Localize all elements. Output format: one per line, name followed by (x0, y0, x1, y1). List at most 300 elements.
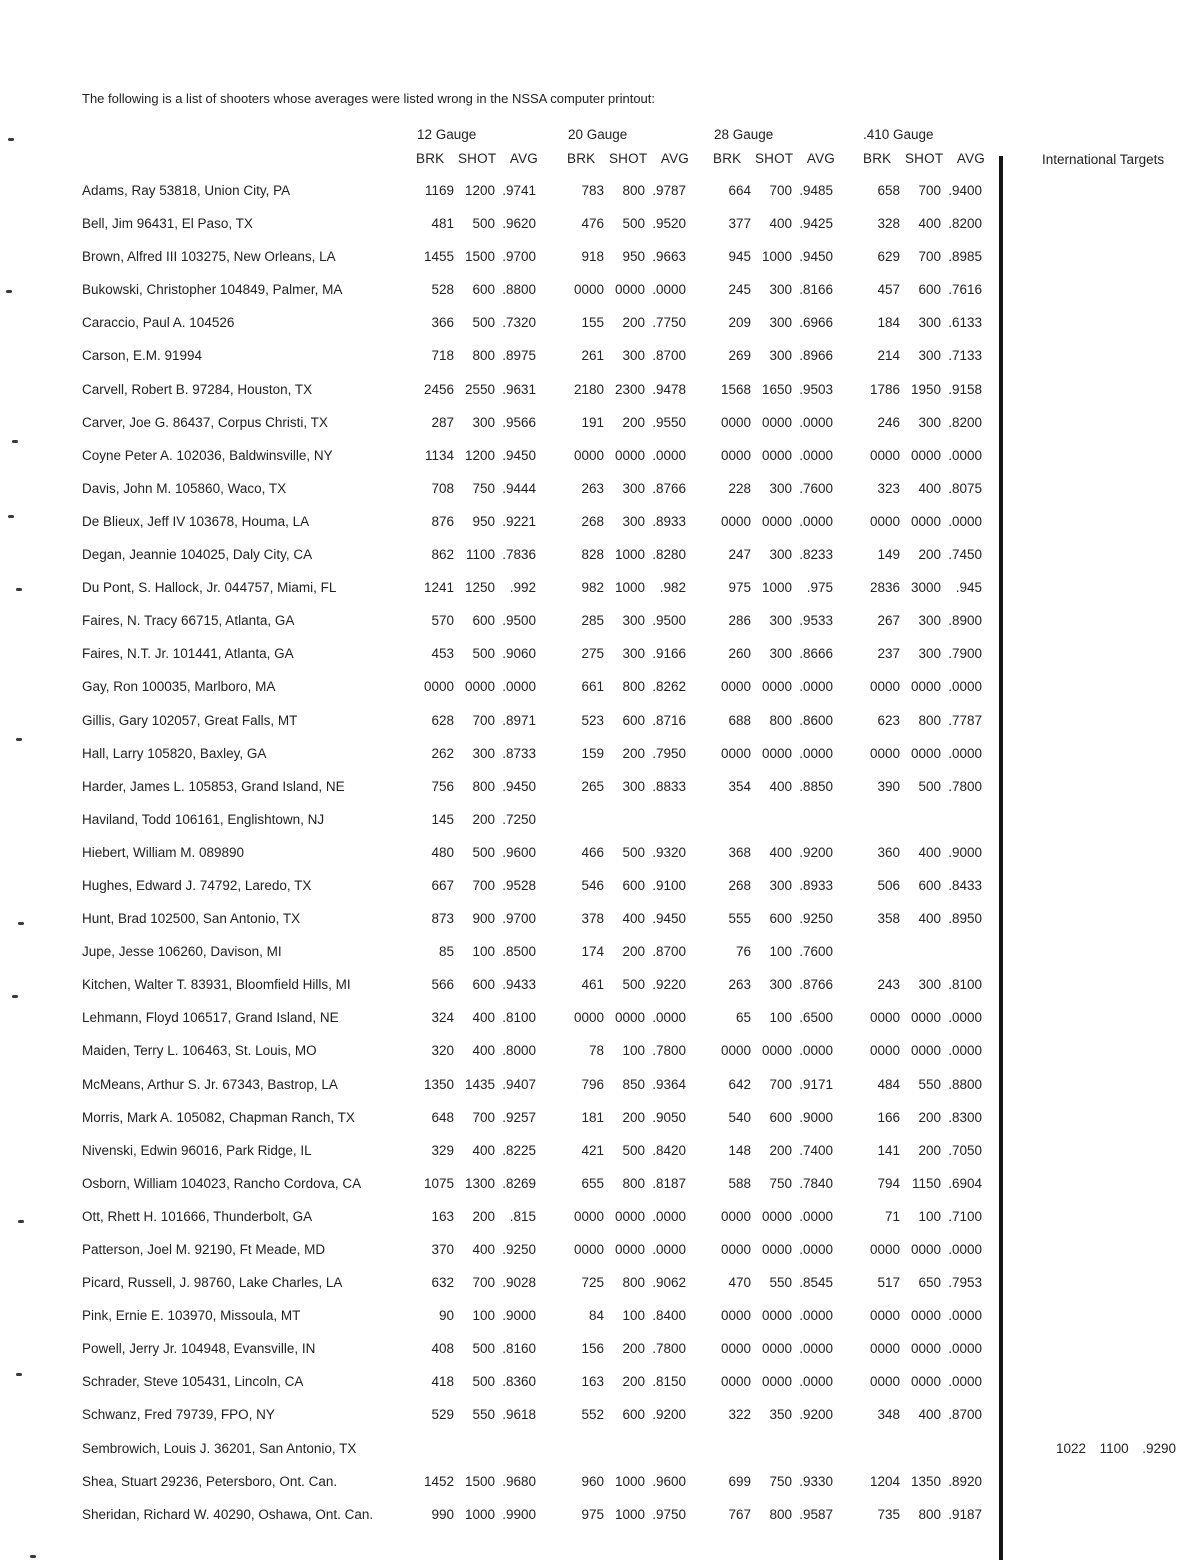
score-cell-g12 (416, 580, 536, 595)
score-cell-g20 (566, 1143, 686, 1158)
avg-value: .0000 (948, 679, 982, 695)
avg-value: .8700 (652, 944, 686, 960)
avg-value: .9166 (652, 646, 686, 662)
shot-value: 400 (918, 1407, 941, 1423)
score-cell-g410 (862, 646, 982, 661)
brk-value: 566 (431, 977, 454, 993)
avg-value: .0000 (502, 679, 536, 695)
table-row (0, 241, 1200, 274)
shooter-table (0, 175, 1200, 1532)
shooter-name: Sheridan, Richard W. 40290, Oshawa, Ont. Can. (82, 1506, 374, 1522)
shot-value: 700 (918, 183, 941, 198)
shot-value: 200 (622, 1341, 645, 1357)
shooter-name: Coyne Peter A. 102036, Baldwinsville, NY (82, 447, 333, 463)
score-cell-g28 (713, 646, 833, 661)
shot-value: 1200 (464, 183, 495, 198)
avg-value: .9520 (652, 216, 686, 232)
brk-value: 181 (581, 1109, 604, 1125)
brk-value: 588 (728, 1175, 751, 1191)
shot-value: 300 (769, 646, 792, 662)
avg-value: .0000 (652, 282, 686, 298)
avg-value: .9400 (948, 183, 982, 198)
avg-value: .9503 (799, 381, 833, 397)
avg-value: .9200 (799, 844, 833, 860)
score-cell-g410 (862, 1143, 982, 1158)
shot-value: 600 (918, 282, 941, 298)
score-cell-g28 (713, 779, 833, 794)
avg-value: .8545 (799, 1275, 833, 1291)
shot-value: 700 (769, 1076, 792, 1092)
shot-value: 800 (472, 778, 495, 794)
score-cell-g12 (416, 315, 536, 330)
avg-value: .7800 (948, 778, 982, 794)
avg-value: .9600 (652, 1473, 686, 1489)
avg-value: .0000 (948, 1242, 982, 1257)
shot-value: 400 (769, 778, 792, 794)
brk-value: 263 (728, 977, 751, 993)
score-cell-g20 (566, 646, 686, 661)
avg-value: .8766 (652, 480, 686, 496)
avg-value: .7953 (948, 1275, 982, 1291)
shooter-name: Morris, Mark A. 105082, Chapman Ranch, TX (82, 1109, 355, 1125)
avg-value: .9364 (652, 1076, 686, 1092)
shot-value: 300 (918, 977, 941, 993)
avg-value: .9250 (502, 1242, 536, 1257)
score-cell-g20 (566, 1209, 686, 1224)
avg-value: .9450 (799, 249, 833, 265)
brk-value: 268 (728, 877, 751, 893)
avg-value: .0000 (652, 1242, 686, 1257)
shot-value: 500 (472, 216, 495, 232)
score-cell-g28 (713, 878, 833, 893)
shot-value: 800 (769, 1506, 792, 1522)
shot-value: 1000 (464, 1506, 495, 1522)
shot-value: 850 (622, 1076, 645, 1092)
score-cell-g12 (416, 547, 536, 562)
shot-value: 0000 (761, 1043, 792, 1059)
score-cell-g12 (416, 415, 536, 430)
score-cell-g20 (566, 713, 686, 728)
brk-value: 1452 (423, 1473, 454, 1489)
brk-value: 322 (728, 1407, 751, 1423)
avg-value: .9330 (799, 1473, 833, 1489)
brk-value: 0000 (869, 1374, 900, 1390)
brk-value: 623 (877, 712, 900, 728)
avg-value: .9250 (799, 911, 833, 927)
score-cell-g12 (416, 878, 536, 893)
shot-value: 2550 (464, 381, 495, 397)
brk-value: 570 (431, 613, 454, 629)
avg-value: .8971 (502, 712, 536, 728)
avg-value: .9028 (502, 1275, 536, 1291)
brk-value: 166 (877, 1109, 900, 1125)
table-row (0, 1499, 1200, 1532)
avg-value: .9425 (799, 216, 833, 232)
brk-value: 0000 (423, 679, 454, 695)
avg-value: .8500 (502, 944, 536, 960)
brk-value: 648 (431, 1109, 454, 1125)
brk-value: 174 (581, 944, 604, 960)
brk-value: 466 (581, 844, 604, 860)
shot-value: 1300 (464, 1175, 495, 1191)
shot-value: 0000 (761, 1308, 792, 1324)
shot-value: 0000 (614, 1208, 645, 1224)
brk-value: 1169 (424, 183, 454, 198)
col-brk: BRK (713, 151, 742, 166)
shot-value: 200 (622, 944, 645, 960)
shot-value: 600 (622, 877, 645, 893)
avg-value: .8166 (799, 282, 833, 298)
avg-value: .8433 (948, 877, 982, 893)
brk-value: 0000 (869, 1242, 900, 1257)
avg-value: .9158 (948, 381, 982, 397)
brk-value: 453 (431, 646, 454, 662)
shot-value: 600 (472, 282, 495, 298)
brk-value: 658 (877, 183, 900, 198)
avg-value: .8933 (652, 513, 686, 529)
brk-value: 237 (877, 646, 900, 662)
col-avg: AVG (956, 151, 985, 166)
shooter-name: Harder, James L. 105853, Grand Island, NE (82, 778, 345, 794)
brk-value: 2456 (423, 381, 454, 397)
score-cell-g12 (416, 1209, 536, 1224)
brk-value: 0000 (573, 447, 604, 463)
avg-value: .6966 (799, 315, 833, 331)
brk-value: 0000 (869, 1308, 900, 1324)
brk-value: 481 (431, 216, 454, 232)
score-cell-g410 (862, 1374, 982, 1389)
avg-value: .7250 (502, 811, 536, 827)
score-cell-g12 (416, 1242, 536, 1257)
brk-value: 285 (581, 613, 604, 629)
brk-value: 247 (728, 547, 751, 563)
brk-value: 718 (431, 348, 454, 364)
avg-value: .9220 (652, 977, 686, 993)
table-row (0, 969, 1200, 1002)
shot-value: 200 (622, 1109, 645, 1125)
intro-text: The following is a list of shooters whose averages were listed wrong in the NSSA computer printout: (82, 91, 656, 106)
shot-value: 0000 (614, 1010, 645, 1026)
intl-brk-value: 1022 (1056, 1440, 1087, 1456)
brk-value: 408 (431, 1341, 454, 1357)
score-cell-g12 (416, 249, 536, 264)
score-cell-g410 (862, 1010, 982, 1025)
avg-value: .9200 (799, 1407, 833, 1423)
score-cell-g410 (862, 183, 982, 198)
brk-value: 0000 (869, 513, 900, 529)
score-cell-g20 (566, 415, 686, 430)
avg-value: .9550 (652, 414, 686, 430)
score-cell-g28 (713, 1341, 833, 1356)
score-cell-g28 (713, 547, 833, 562)
score-cell-g20 (566, 1043, 686, 1058)
avg-value: .9450 (502, 447, 536, 463)
table-row (0, 340, 1200, 373)
brk-value: 664 (728, 183, 751, 198)
shot-value: 500 (622, 977, 645, 993)
score-cell-g12 (416, 1474, 536, 1489)
col-brk: BRK (863, 151, 892, 166)
avg-value: .992 (509, 580, 536, 596)
avg-value: .8150 (652, 1374, 686, 1390)
brk-value: 263 (581, 480, 604, 496)
table-row (0, 1267, 1200, 1300)
shot-value: 300 (769, 282, 792, 298)
score-cell-g28 (713, 315, 833, 330)
shot-value: 100 (769, 944, 792, 960)
table-row (0, 605, 1200, 638)
avg-value: .9100 (652, 877, 686, 893)
brk-value: 688 (728, 712, 751, 728)
shot-value: 200 (622, 414, 645, 430)
avg-value: .9900 (502, 1506, 536, 1522)
score-cell-g20 (566, 448, 686, 463)
shot-value: 0000 (761, 1374, 792, 1390)
table-row (0, 1333, 1200, 1366)
shot-value: 200 (622, 315, 645, 331)
shot-value: 0000 (614, 447, 645, 463)
brk-value: 1568 (720, 381, 751, 397)
shot-value: 200 (769, 1142, 792, 1158)
score-cell-g20 (566, 1341, 686, 1356)
score-cell-g20 (566, 1374, 686, 1389)
col-shot: SHOT (754, 151, 794, 166)
shot-value: 1000 (614, 547, 645, 563)
brk-value: 370 (431, 1242, 454, 1257)
score-cell-g410 (862, 845, 982, 860)
score-cell-g410 (862, 1043, 982, 1058)
brk-value: 794 (877, 1175, 900, 1191)
avg-value: .8360 (502, 1374, 536, 1390)
brk-value: 156 (581, 1341, 604, 1357)
scan-mark (8, 138, 14, 141)
shot-value: 500 (472, 1341, 495, 1357)
gauge-header-20: 20 Gauge (568, 127, 628, 142)
score-cell-g28 (713, 348, 833, 363)
avg-value: .8833 (652, 778, 686, 794)
shot-value: 400 (472, 1010, 495, 1026)
brk-value: 141 (877, 1142, 900, 1158)
avg-value: .7900 (948, 646, 982, 662)
table-row (0, 936, 1200, 969)
brk-value: 517 (877, 1275, 900, 1291)
score-cell-g20 (566, 315, 686, 330)
shot-value: 800 (622, 1275, 645, 1291)
shot-value: 1500 (464, 1473, 495, 1489)
score-cell-g410 (862, 448, 982, 463)
brk-value: 960 (581, 1473, 604, 1489)
avg-value: .0000 (799, 679, 833, 695)
avg-value: .8225 (502, 1142, 536, 1158)
shot-value: 400 (769, 216, 792, 232)
shot-value: 800 (622, 1175, 645, 1191)
brk-value: 2180 (573, 381, 604, 397)
score-cell-g28 (713, 1176, 833, 1191)
shot-value: 400 (918, 844, 941, 860)
avg-value: .9700 (502, 249, 536, 265)
avg-value: .8300 (948, 1109, 982, 1125)
brk-value: 377 (728, 216, 751, 232)
scan-mark (30, 1555, 36, 1558)
shot-value: 500 (622, 1142, 645, 1158)
avg-value: .8700 (652, 348, 686, 364)
shooter-name: Powell, Jerry Jr. 104948, Evansville, IN (82, 1341, 316, 1357)
shot-value: 300 (622, 480, 645, 496)
brk-value: 708 (431, 480, 454, 496)
shooter-name: Nivenski, Edwin 96016, Park Ridge, IL (82, 1142, 312, 1158)
avg-value: .7800 (652, 1341, 686, 1357)
score-cell-g410 (862, 1077, 982, 1092)
shot-value: 650 (918, 1275, 941, 1291)
brk-value: 366 (431, 315, 454, 331)
brk-value: 0000 (869, 1043, 900, 1059)
brk-value: 661 (581, 679, 604, 695)
avg-value: .8600 (799, 712, 833, 728)
brk-value: 783 (581, 183, 604, 198)
brk-value: 0000 (720, 1242, 751, 1257)
shot-value: 750 (769, 1473, 792, 1489)
shot-value: 1435 (464, 1076, 495, 1092)
score-cell-g12 (416, 812, 536, 827)
score-cell-g410 (862, 1407, 982, 1422)
score-cell-g12 (416, 1077, 536, 1092)
shot-value: 1350 (910, 1473, 941, 1489)
avg-value: .0000 (948, 447, 982, 463)
brk-value: 555 (728, 911, 751, 927)
shot-value: 200 (472, 811, 495, 827)
avg-value: .7450 (948, 547, 982, 563)
shot-value: 400 (918, 911, 941, 927)
shot-value: 200 (472, 1208, 495, 1224)
brk-value: 1204 (869, 1473, 900, 1489)
brk-value: 246 (877, 414, 900, 430)
score-cell-g410 (862, 679, 982, 694)
shot-value: 0000 (761, 414, 792, 430)
score-cell-g12 (416, 183, 536, 198)
shooter-name: Carver, Joe G. 86437, Corpus Christi, TX (82, 414, 328, 430)
table-row (0, 1201, 1200, 1234)
shooter-name: Hiebert, William M. 089890 (82, 844, 245, 860)
shot-value: 1650 (761, 381, 792, 397)
brk-value: 159 (581, 745, 604, 761)
shot-value: 900 (472, 911, 495, 927)
table-row (0, 1234, 1200, 1267)
avg-value: .6133 (948, 315, 982, 331)
score-cell-g20 (566, 1077, 686, 1092)
table-row (0, 1300, 1200, 1333)
brk-value: 2836 (869, 580, 900, 596)
avg-value: .7100 (948, 1208, 982, 1224)
avg-value: .0000 (948, 1010, 982, 1026)
shot-value: 0000 (910, 1308, 941, 1324)
column-headers-28 (713, 151, 835, 166)
shooter-name: Bell, Jim 96431, El Paso, TX (82, 216, 253, 232)
shot-value: 400 (472, 1043, 495, 1059)
shooter-name: McMeans, Arthur S. Jr. 67343, Bastrop, LA (82, 1076, 338, 1092)
avg-value: .9187 (948, 1506, 982, 1522)
brk-value: 354 (728, 778, 751, 794)
avg-value: .9433 (502, 977, 536, 993)
score-cell-g28 (713, 1043, 833, 1058)
brk-value: 145 (431, 811, 454, 827)
score-cell-g28 (713, 1407, 833, 1422)
brk-value: 876 (431, 513, 454, 529)
shot-value: 300 (918, 348, 941, 364)
score-cell-g28 (713, 1077, 833, 1092)
score-cell-g20 (566, 977, 686, 992)
brk-value: 699 (728, 1473, 751, 1489)
shot-value: 800 (622, 183, 645, 198)
score-cell-g410 (862, 746, 982, 761)
shot-value: 100 (622, 1308, 645, 1324)
shot-value: 0000 (910, 745, 941, 761)
avg-value: .0000 (948, 745, 982, 761)
shot-value: 1150 (911, 1175, 941, 1191)
shot-value: 1000 (761, 580, 792, 596)
shot-value: 700 (472, 1275, 495, 1291)
brk-value: 0000 (720, 1308, 751, 1324)
score-cell-g410 (862, 249, 982, 264)
shooter-name: Patterson, Joel M. 92190, Ft Meade, MD (82, 1242, 326, 1257)
table-row (0, 1366, 1200, 1399)
brk-value: 1134 (424, 447, 454, 463)
col-shot: SHOT (457, 151, 497, 166)
avg-value: .8920 (948, 1473, 982, 1489)
score-cell-g20 (566, 514, 686, 529)
avg-value: .7133 (948, 348, 982, 364)
shooter-name: Shea, Stuart 29236, Petersboro, Ont. Can. (82, 1473, 338, 1489)
intl-avg-value: .9290 (1142, 1440, 1176, 1456)
shot-value: 800 (918, 1506, 941, 1522)
column-headers-410 (863, 151, 985, 166)
brk-value: 78 (588, 1043, 604, 1059)
score-cell-g28 (713, 481, 833, 496)
avg-value: .9500 (502, 613, 536, 629)
score-cell-g28 (713, 1209, 833, 1224)
shot-value: 0000 (761, 745, 792, 761)
score-cell-g28 (713, 1143, 833, 1158)
avg-value: .9663 (652, 249, 686, 265)
score-cell-g12 (416, 845, 536, 860)
shot-value: 0000 (614, 282, 645, 298)
shooter-name: Jupe, Jesse 106260, Davison, MI (82, 944, 282, 960)
shot-value: 600 (472, 613, 495, 629)
score-cell-g20 (566, 1010, 686, 1025)
avg-value: .7787 (948, 712, 982, 728)
brk-value: 918 (581, 249, 604, 265)
score-cell-g12 (416, 382, 536, 397)
shot-value: 400 (622, 911, 645, 927)
shot-value: 500 (472, 646, 495, 662)
brk-value: 945 (728, 249, 751, 265)
shot-value: 0000 (910, 1242, 941, 1257)
avg-value: .8400 (652, 1308, 686, 1324)
score-cell-g12 (416, 779, 536, 794)
shot-value: 400 (918, 216, 941, 232)
avg-value: .0000 (652, 1208, 686, 1224)
brk-value: 457 (877, 282, 900, 298)
brk-value: 756 (431, 778, 454, 794)
table-row (0, 870, 1200, 903)
gauge-header-28: 28 Gauge (714, 127, 774, 142)
score-cell-g410 (862, 1275, 982, 1290)
brk-value: 0000 (869, 447, 900, 463)
score-cell-g410 (862, 1110, 982, 1125)
shot-value: 400 (472, 1142, 495, 1158)
brk-value: 0000 (720, 1208, 751, 1224)
score-cell-g20 (566, 1242, 686, 1257)
table-row (0, 1002, 1200, 1035)
